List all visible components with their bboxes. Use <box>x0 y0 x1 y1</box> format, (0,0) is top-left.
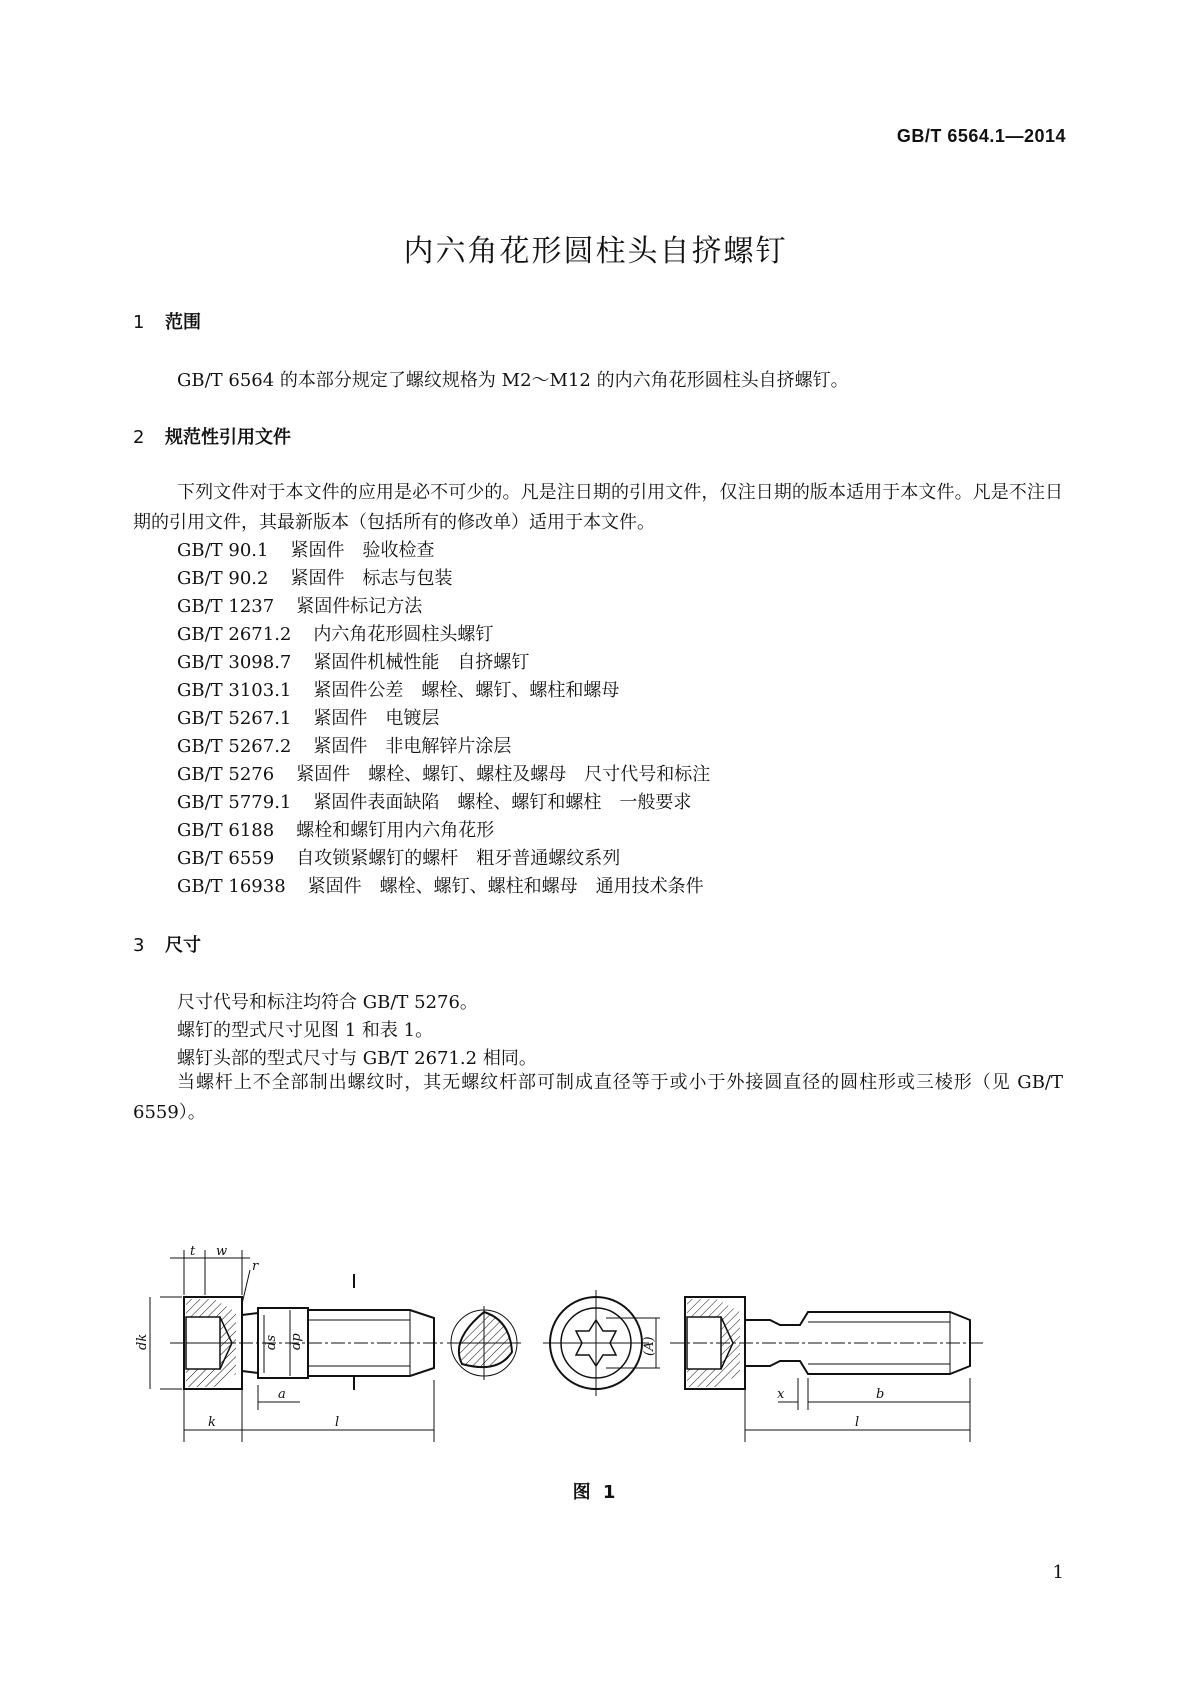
label-w: w <box>216 1244 228 1259</box>
reference-item <box>177 620 493 646</box>
reference-title: 内六角花形圆柱头螺钉 <box>313 624 494 645</box>
reference-title: 紧固件 螺栓、螺钉、螺柱及螺母 尺寸代号和标注 <box>296 764 711 785</box>
references-intro: 下列文件对于本文件的应用是必不可少的。凡是注日期的引用文件，仅注日期的版本适用于本文件。凡是不注日期的引用文件，其最新版本（包括所有的修改单）适用于本文件。 <box>133 482 1063 533</box>
scope-text: GB/T 6564 的本部分规定了螺纹规格为 M2～M12 的内六角花形圆柱头自挤螺钉。 <box>177 370 849 391</box>
reference-item <box>177 676 619 702</box>
reference-item <box>177 536 434 562</box>
label-x: x <box>777 1387 785 1402</box>
reference-item <box>177 732 511 758</box>
dimensions-line: 螺钉头部的型式尺寸与 GB/T 2671.2 相同。 <box>177 1048 537 1069</box>
page-number: 1 <box>1052 1562 1064 1583</box>
screw-technical-drawing <box>135 1240 1060 1470</box>
reference-item <box>177 788 691 814</box>
reference-title: 紧固件 电镀层 <box>313 708 440 729</box>
reference-code: GB/T 3098.7 <box>177 652 292 673</box>
section-heading-scope <box>133 308 201 334</box>
dimensions-line: 螺钉的型式尺寸见图 1 和表 1。 <box>177 1020 434 1041</box>
reference-item <box>177 760 710 786</box>
reference-code: GB/T 1237 <box>177 596 275 617</box>
reference-title: 紧固件 非电解锌片涂层 <box>313 736 512 757</box>
reference-code: GB/T 5779.1 <box>177 792 292 813</box>
reference-code: GB/T 2671.2 <box>177 624 292 645</box>
figure-caption: 图 1 <box>572 1482 619 1503</box>
reference-item <box>177 816 494 842</box>
label-A: (A) <box>642 1336 657 1356</box>
screw-side-view <box>184 1274 434 1390</box>
reference-item <box>177 844 620 870</box>
reference-code: GB/T 6188 <box>177 820 275 841</box>
label-t: t <box>190 1244 196 1259</box>
reference-title: 紧固件 螺栓、螺钉、螺柱和螺母 通用技术条件 <box>307 876 704 897</box>
reference-code: GB/T 90.1 <box>177 540 269 561</box>
reference-code: GB/T 5267.1 <box>177 708 292 729</box>
label-ds: ds <box>264 1335 279 1350</box>
label-k: k <box>208 1415 216 1430</box>
reference-code: GB/T 90.2 <box>177 568 269 589</box>
reference-item <box>177 648 529 674</box>
reference-item <box>177 872 704 898</box>
standard-code: GB/T 6564.1—2014 <box>896 126 1066 146</box>
section-title: 规范性引用文件 <box>165 427 291 448</box>
label-r: r <box>252 1259 259 1274</box>
label-dp: dp <box>289 1333 304 1350</box>
section-title: 尺寸 <box>165 935 201 956</box>
document-title: 内六角花形圆柱头自挤螺钉 <box>403 234 788 269</box>
reference-code: GB/T 16938 <box>177 876 286 897</box>
reference-item <box>177 564 452 590</box>
reference-title: 紧固件机械性能 自挤螺钉 <box>313 652 530 673</box>
reference-code: GB/T 6559 <box>177 848 275 869</box>
section-title: 范围 <box>165 312 201 333</box>
reference-title: 紧固件公差 螺栓、螺钉、螺柱和螺母 <box>313 680 620 701</box>
section-heading-references <box>133 423 291 449</box>
section-number: 3 <box>133 935 145 956</box>
reference-code: GB/T 3103.1 <box>177 680 292 701</box>
section-number: 1 <box>133 312 145 333</box>
reference-title: 紧固件 标志与包装 <box>290 568 453 589</box>
section-heading-dimensions <box>133 931 201 957</box>
reference-code: GB/T 5276 <box>177 764 275 785</box>
reference-title: 自攻锁紧螺钉的螺杆 粗牙普通螺纹系列 <box>296 848 621 869</box>
reference-code: GB/T 5267.2 <box>177 736 292 757</box>
reference-title: 紧固件表面缺陷 螺栓、螺钉和螺柱 一般要求 <box>313 792 692 813</box>
reference-item <box>177 704 439 730</box>
reference-title: 紧固件标记方法 <box>296 596 423 617</box>
reference-item <box>177 592 422 618</box>
label-dk: dk <box>135 1333 150 1350</box>
dimensions-paragraph: 当螺杆上不全部制出螺纹时，其无螺纹杆部可制成直径等于或小于外接圆直径的圆柱形或三棱形（见 GB/T 6559）。 <box>133 1072 1063 1123</box>
dimensions-line: 尺寸代号和标注均符合 GB/T 5276。 <box>177 992 478 1013</box>
reference-title: 紧固件 验收检查 <box>290 540 435 561</box>
label-b: b <box>876 1387 885 1402</box>
label-a: a <box>278 1387 286 1402</box>
label-l: l <box>335 1415 340 1430</box>
trilobular-section-view <box>447 1306 521 1380</box>
section-number: 2 <box>133 427 145 448</box>
reference-title: 螺栓和螺钉用内六角花形 <box>296 820 495 841</box>
label-l-right: l <box>855 1415 860 1430</box>
